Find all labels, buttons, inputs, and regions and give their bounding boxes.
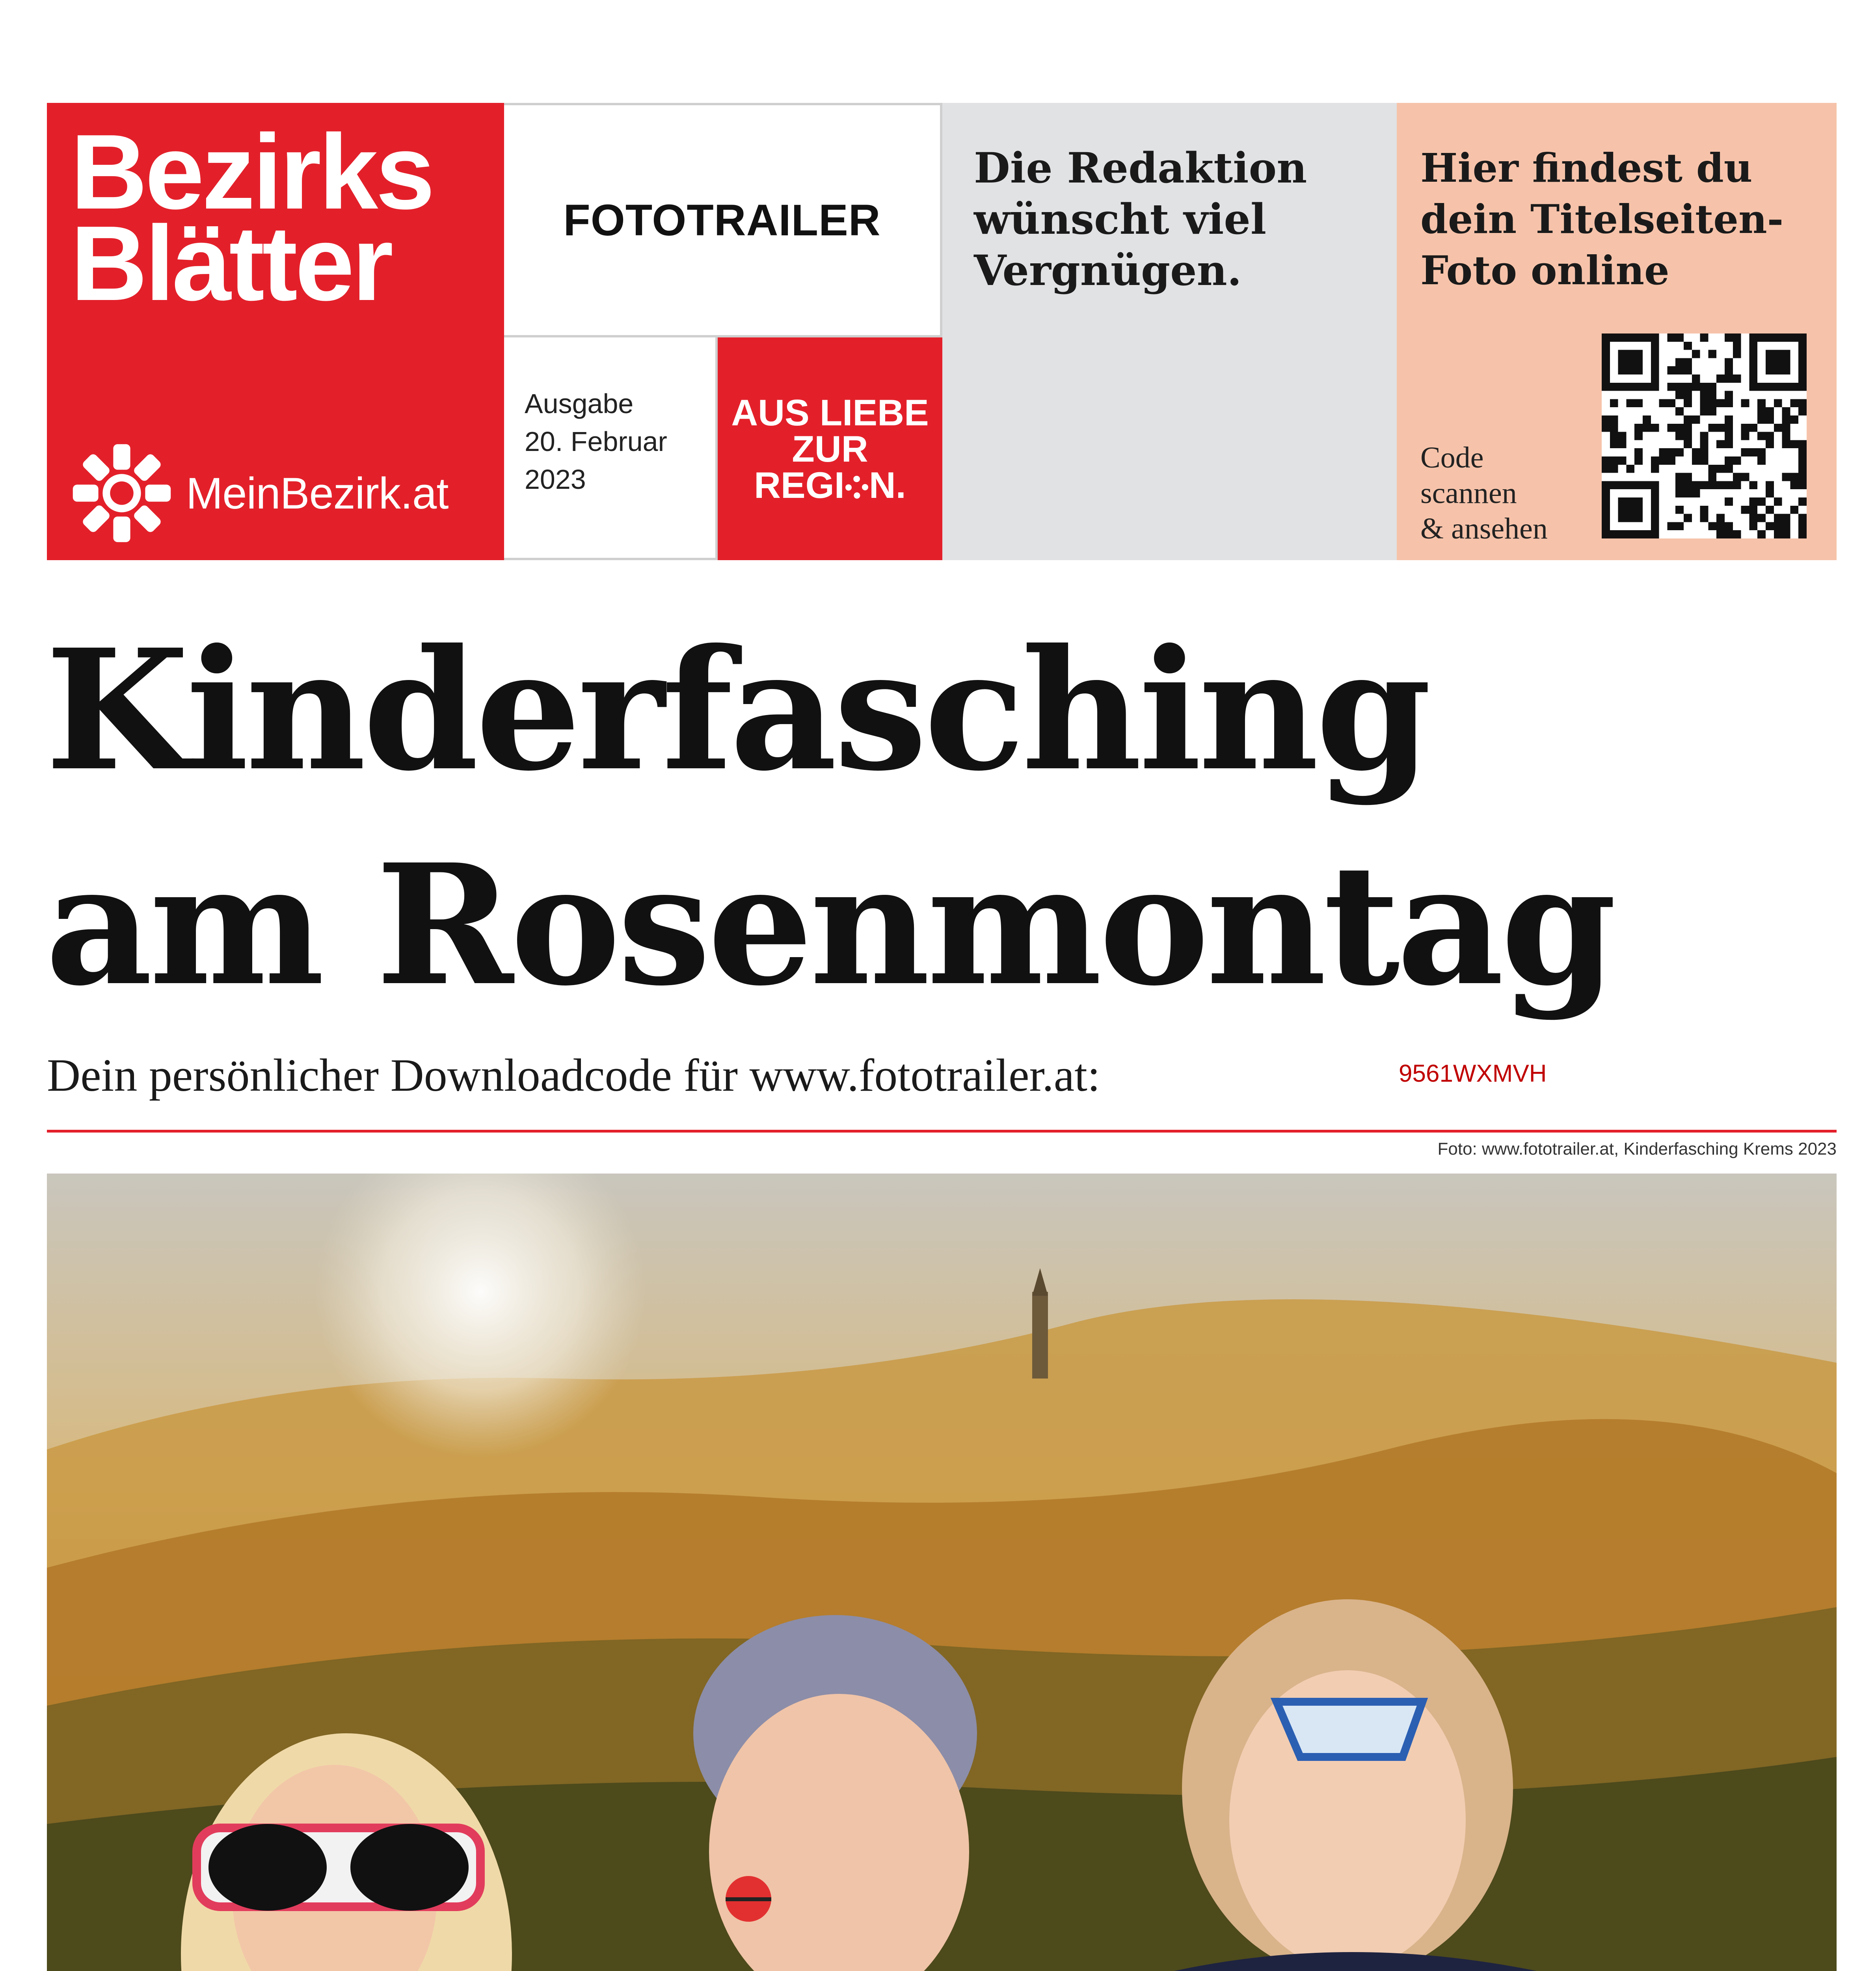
meinbezirk-link[interactable]: [69, 440, 448, 546]
meinbezirk-sun-icon: [69, 440, 175, 546]
slogan-text: AUS LIEBE ZUR REGI N.: [731, 391, 929, 506]
slogan-box: [718, 337, 942, 560]
bezirksblaetter-wordmark: Bezirks Blätter: [71, 113, 433, 323]
redaktion-message: Die Redaktion wünscht viel Vergnügen.: [974, 143, 1307, 295]
headline-line-2: am Rosenmontag: [45, 828, 1614, 1023]
online-photo-box: [1397, 103, 1837, 560]
cover-photo[interactable]: [47, 1174, 1837, 1971]
gear-o-icon: [845, 476, 868, 499]
issue-date: 20. Februar: [525, 426, 667, 457]
issue-box: [504, 337, 718, 560]
headline: [45, 603, 1842, 1033]
download-row: [47, 1049, 1836, 1101]
divider-rule: [47, 1130, 1837, 1133]
meinbezirk-label: MeinBezirk.at: [186, 468, 449, 518]
qr-code-icon[interactable]: [1602, 333, 1807, 538]
section-label: FOTOTRAILER: [563, 196, 881, 245]
bezirksblaetter-logo-box[interactable]: [47, 103, 504, 560]
headline-line-1: Kinderfasching: [45, 613, 1429, 808]
issue-year: 2023: [525, 464, 586, 495]
scan-instruction: Code scannen & ansehen: [1420, 441, 1548, 545]
photo-credit: Foto: www.fototrailer.at, Kinderfasching Krems 2023: [1437, 1139, 1837, 1159]
issue-label: Ausgabe: [525, 388, 634, 419]
section-box: [504, 103, 942, 337]
download-code[interactable]: 9561WXMVH: [1399, 1060, 1547, 1087]
redaktion-box: [942, 103, 1397, 560]
download-label: Dein persönlicher Downloadcode für www.fototrailer.at:: [47, 1049, 1100, 1101]
online-photo-message: Hier findest du dein Titelseiten- Foto online: [1420, 145, 1784, 294]
